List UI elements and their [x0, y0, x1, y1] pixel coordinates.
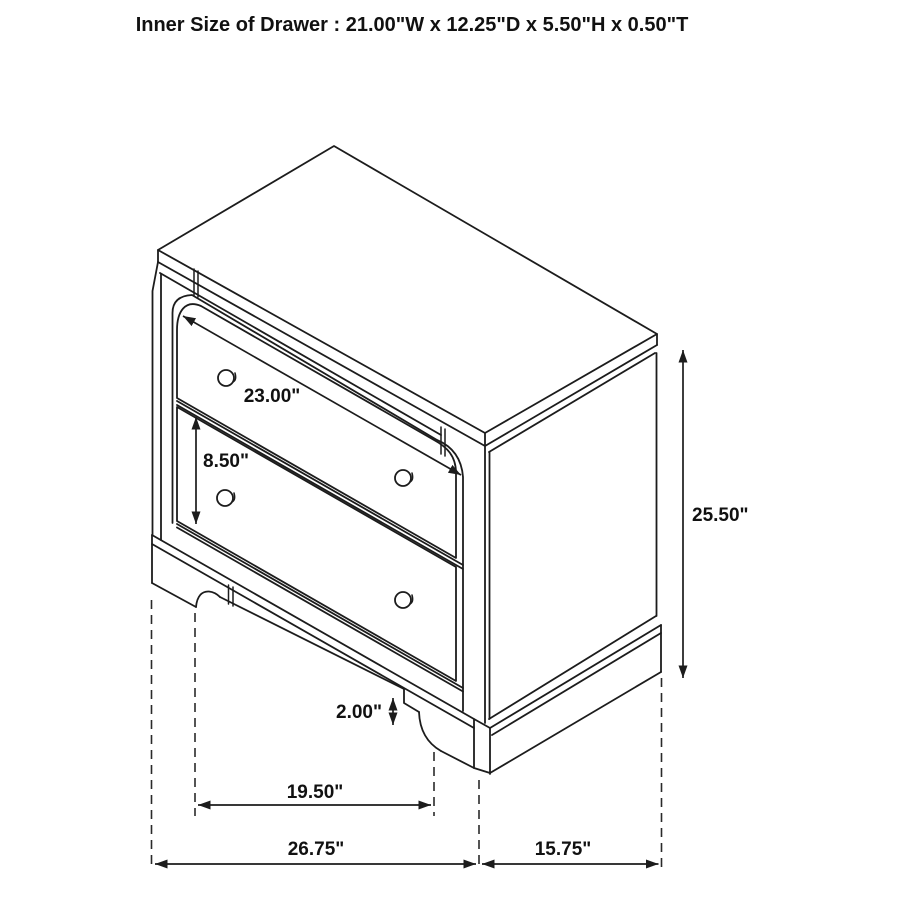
left-corner-post — [153, 262, 162, 540]
top-panel — [158, 146, 657, 446]
drawer-knob — [217, 490, 233, 506]
drawer-knob — [395, 470, 411, 486]
drawer-knob — [395, 592, 411, 608]
dimension-annotations — [155, 316, 749, 864]
right-corner-post — [485, 446, 490, 723]
base-plinth — [152, 535, 661, 774]
extension-lines — [152, 600, 662, 868]
bottom-rail — [177, 524, 463, 692]
dim-overall-width — [155, 839, 476, 864]
dim-label-overall-width: 26.75" — [287, 839, 345, 860]
dim-leg-span — [198, 782, 431, 805]
left-foot-arc — [196, 591, 220, 607]
dim-label-drawer-front-width: 23.00" — [243, 386, 301, 407]
drawer-opening-frame — [173, 295, 464, 711]
dim-label-overall-height: 25.50" — [692, 505, 749, 526]
dim-base-foot-height — [336, 698, 393, 725]
dim-overall-depth — [482, 839, 659, 864]
side-panel — [489, 353, 657, 719]
dim-overall-height — [683, 350, 749, 678]
drawing-title: Inner Size of Drawer : 21.00"W x 12.25"D x 5.50"H x 0.50"T — [135, 14, 689, 36]
drawer-divider-rail — [177, 401, 463, 569]
dim-label-overall-depth: 15.75" — [534, 839, 592, 860]
dim-label-base-foot-height: 2.00" — [336, 702, 382, 723]
dim-label-lower-drawer-height: 8.50" — [203, 451, 249, 472]
dim-label-leg-span: 19.50" — [286, 782, 344, 803]
right-foot-arc — [419, 712, 441, 751]
case-top-band — [160, 269, 655, 456]
drawer-knob — [218, 370, 234, 386]
